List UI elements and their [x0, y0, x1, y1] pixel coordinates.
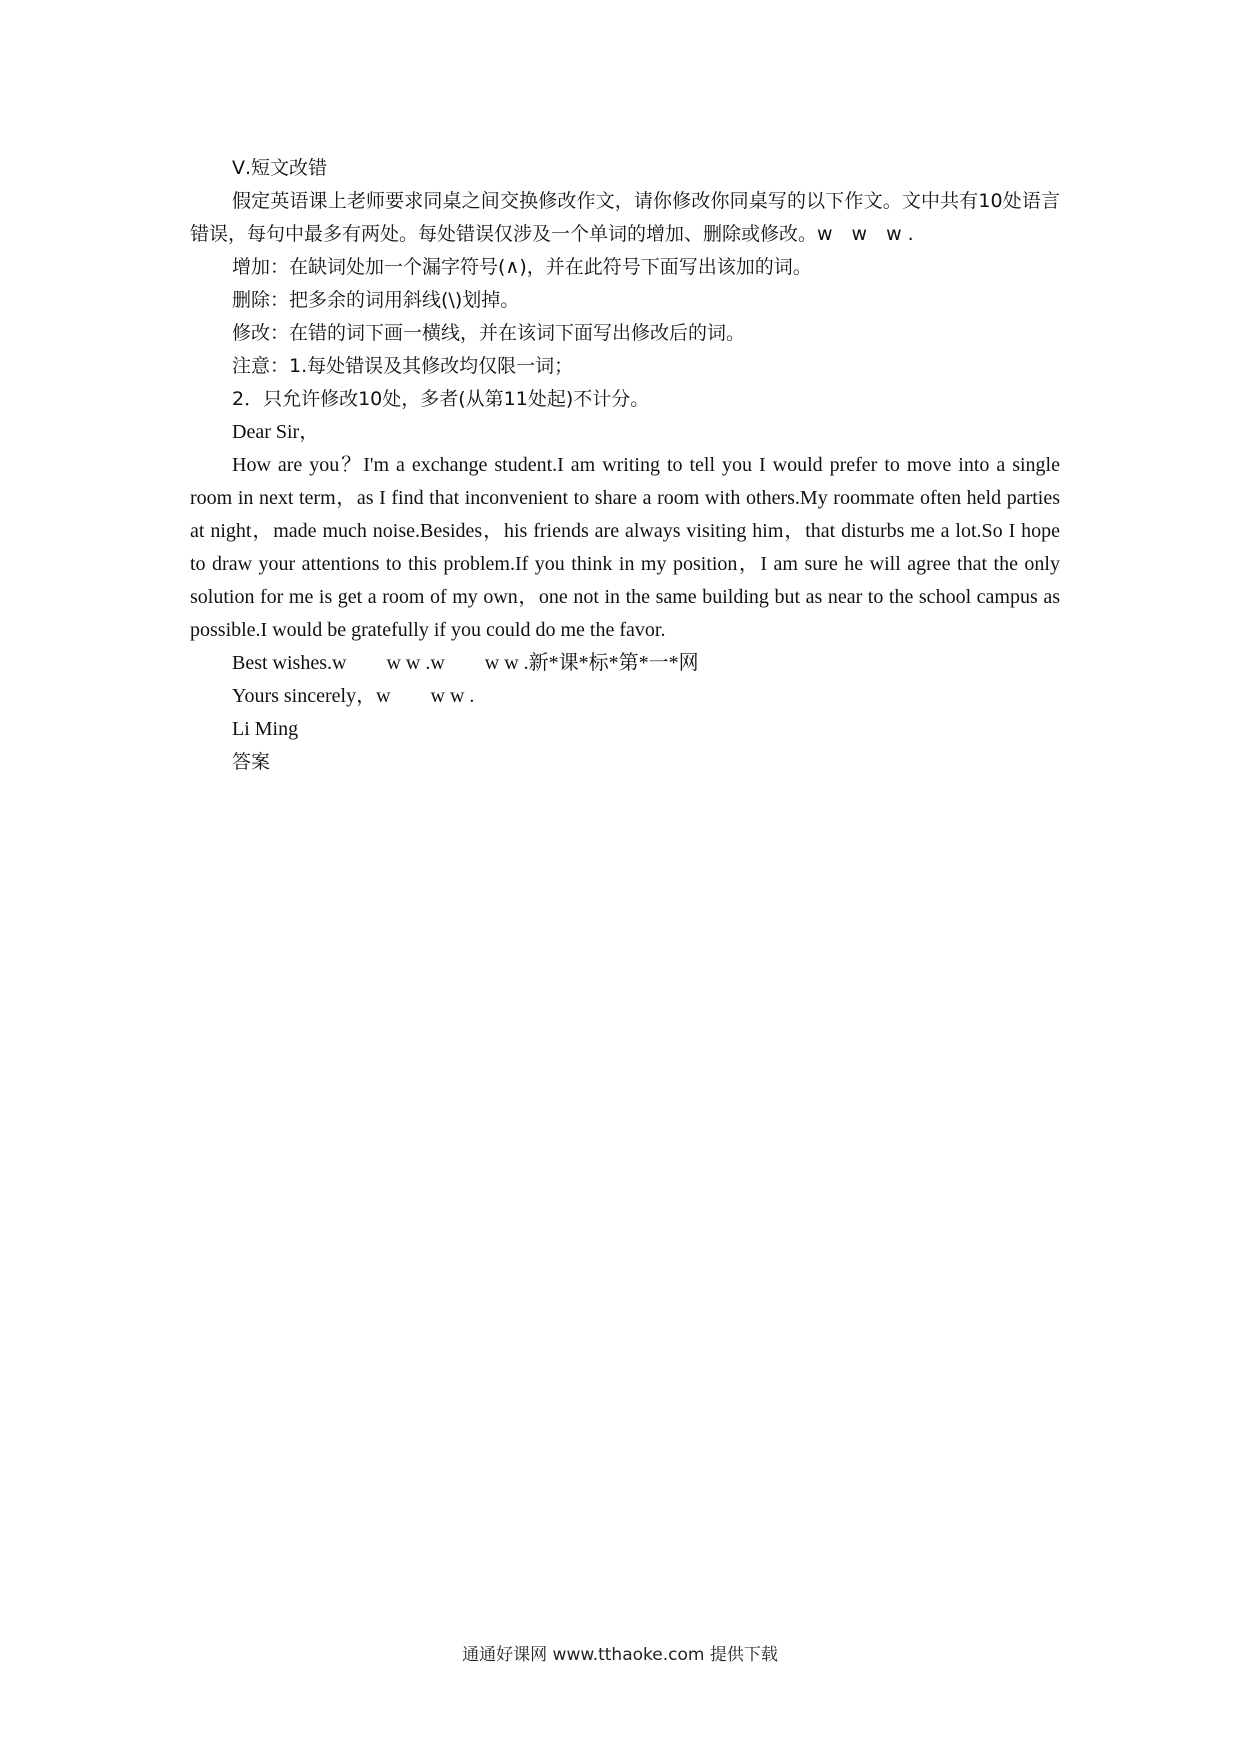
letter-salutation: Dear Sir，: [232, 421, 320, 443]
instructions-intro: 假定英语课上老师要求同桌之间交换修改作文，请你修改你同桌写的以下作文。文中共有10处语言错误，每句中最多有两处。每处错误仅涉及一个单词的增加、删除或修改。w w w .: [190, 190, 1060, 245]
page-footer: 通通好课网 www.tthaoke.com 提供下载: [462, 1645, 778, 1665]
letter-signature: Li Ming: [232, 718, 299, 740]
exercise-content: [190, 152, 1060, 779]
letter-closing-2: Yours sincerely，w w w .: [232, 685, 475, 707]
letter-closing-1: Best wishes.w w w .w w w .新*课*标*第*一*网: [232, 652, 699, 674]
instruction-note-2: 2．只允许修改10处，多者(从第11处起)不计分。: [232, 388, 650, 410]
instruction-add: 增加：在缺词处加一个漏字符号(∧)，并在此符号下面写出该加的词。: [232, 256, 812, 278]
instruction-delete: 删除：把多余的词用斜线(\)划掉。: [232, 289, 520, 311]
section-title: Ⅴ.短文改错: [232, 157, 328, 179]
letter-body: How are you？I'm a exchange student.I am writing to tell you I would prefer to move into a single room in next term，as I find that inconvenient to share a room with others.My roommate often held parties at night，made much noise.Besides，his friends are always visiting him，that disturbs me a lot.So I hope to draw your attentions to this problem.If you think in my position，I am sure he will agree that the only solution for me is get a room of my own，one not in the same building but as near to the school campus as possible.I would be gratefully if you could do me the favor.: [190, 454, 1060, 641]
answer-label: 答案: [232, 751, 271, 773]
instruction-note-1: 注意：1.每处错误及其修改均仅限一词；: [232, 355, 574, 377]
instruction-modify: 修改：在错的词下画一横线，并在该词下面写出修改后的词。: [232, 322, 746, 344]
